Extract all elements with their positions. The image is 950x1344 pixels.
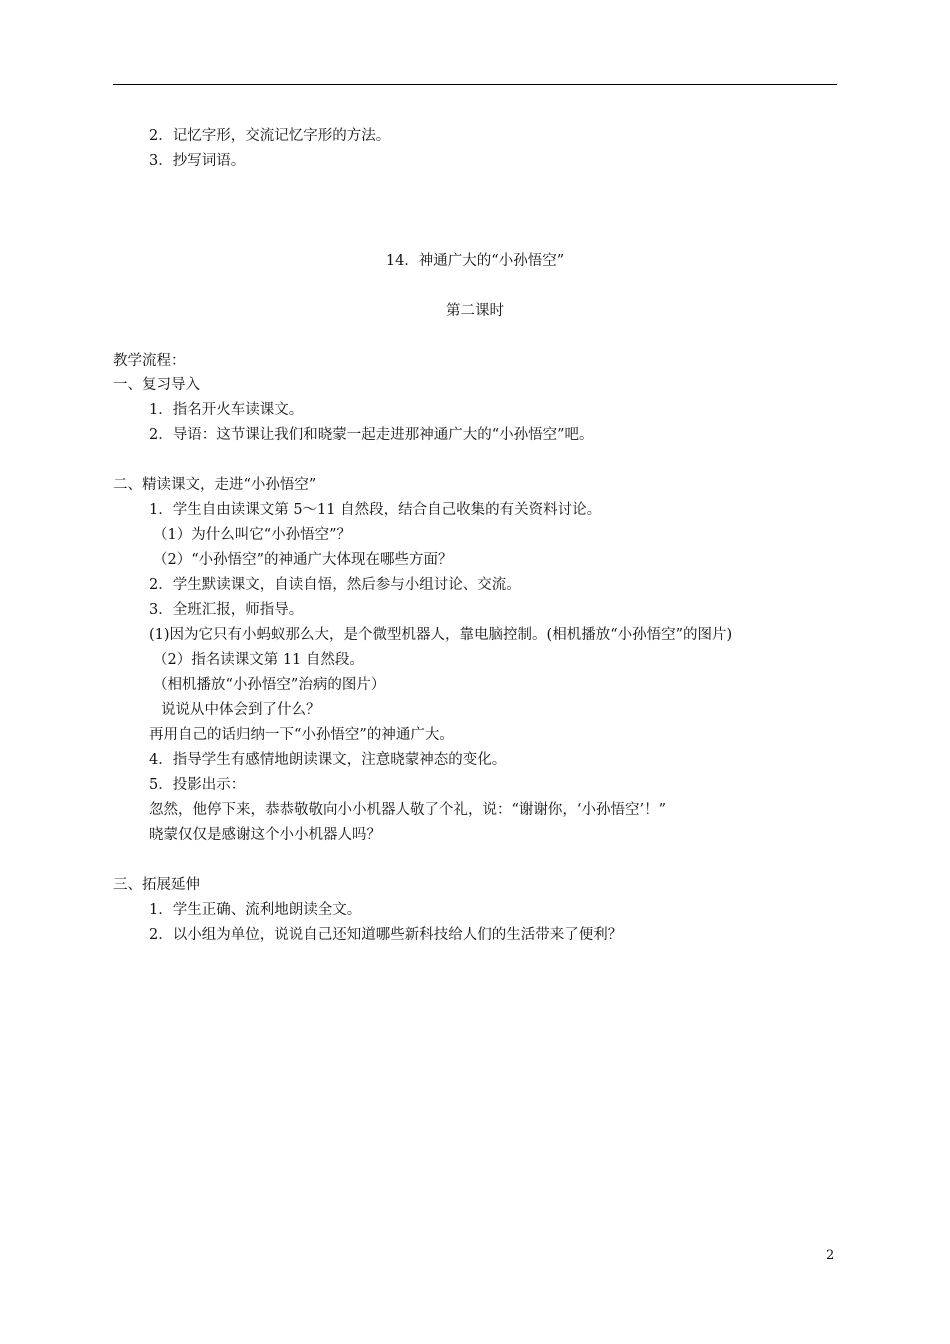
header-rule [113, 84, 837, 85]
section2-line-2: （1）为什么叫它“小孙悟空”？ [153, 527, 352, 543]
section3-heading: 三、拓展延伸 [113, 877, 200, 893]
section1-heading: 一、复习导入 [113, 377, 200, 393]
page-number: 2 [826, 1248, 835, 1263]
section3-item-1: 1．学生正确、流利地朗读全文。 [149, 902, 362, 918]
section3-item-2: 2．以小组为单位，说说自己还知道哪些新科技给人们的生活带来了便利？ [149, 927, 623, 943]
section2-line-1: 1．学生自由读课文第 5～11 自然段，结合自己收集的有关资料讨论。 [149, 502, 602, 518]
top-item-2: 3．抄写词语。 [149, 153, 246, 169]
section2-line-14: 晓蒙仅仅是感谢这个小小机器人吗？ [149, 827, 381, 843]
section2-heading: 二、精读课文，走进“小孙悟空” [113, 477, 317, 493]
section2-line-12: 5．投影出示： [149, 777, 246, 793]
section2-line-3: （2）“小孙悟空”的神通广大体现在哪些方面？ [153, 552, 453, 568]
section2-line-8: （相机播放“小孙悟空”治病的图片） [153, 677, 386, 693]
top-item-1: 2．记忆字形，交流记忆字形的方法。 [149, 128, 391, 144]
flow-label: 教学流程： [113, 353, 186, 369]
section2-line-13: 忽然，他停下来，恭恭敬敬向小小机器人敬了个礼，说：“谢谢你，‘小孙悟空’！” [149, 802, 667, 818]
section2-line-7: （2）指名读课文第 11 自然段。 [153, 652, 364, 668]
section2-line-5: 3．全班汇报，师指导。 [149, 602, 304, 618]
section1-item-1: 1．指名开火车读课文。 [149, 402, 304, 418]
lesson-subtitle: 第二课时 [446, 303, 504, 319]
section2-line-9: 说说从中体会到了什么？ [161, 702, 321, 718]
section2-line-10: 再用自己的话归纳一下“小孙悟空”的神通广大。 [149, 727, 454, 743]
section1-item-2: 2．导语：这节课让我们和晓蒙一起走进那神通广大的“小孙悟空”吧。 [149, 427, 594, 443]
section2-line-6: (1)因为它只有小蚂蚁那么大，是个微型机器人，靠电脑控制。(相机播放“小孙悟空”的图片) [149, 627, 733, 643]
section2-line-4: 2．学生默读课文，自读自悟，然后参与小组讨论、交流。 [149, 577, 521, 593]
section2-line-11: 4．指导学生有感情地朗读课文，注意晓蒙神态的变化。 [149, 752, 507, 768]
lesson-title: 14．神通广大的“小孙悟空” [385, 253, 565, 269]
